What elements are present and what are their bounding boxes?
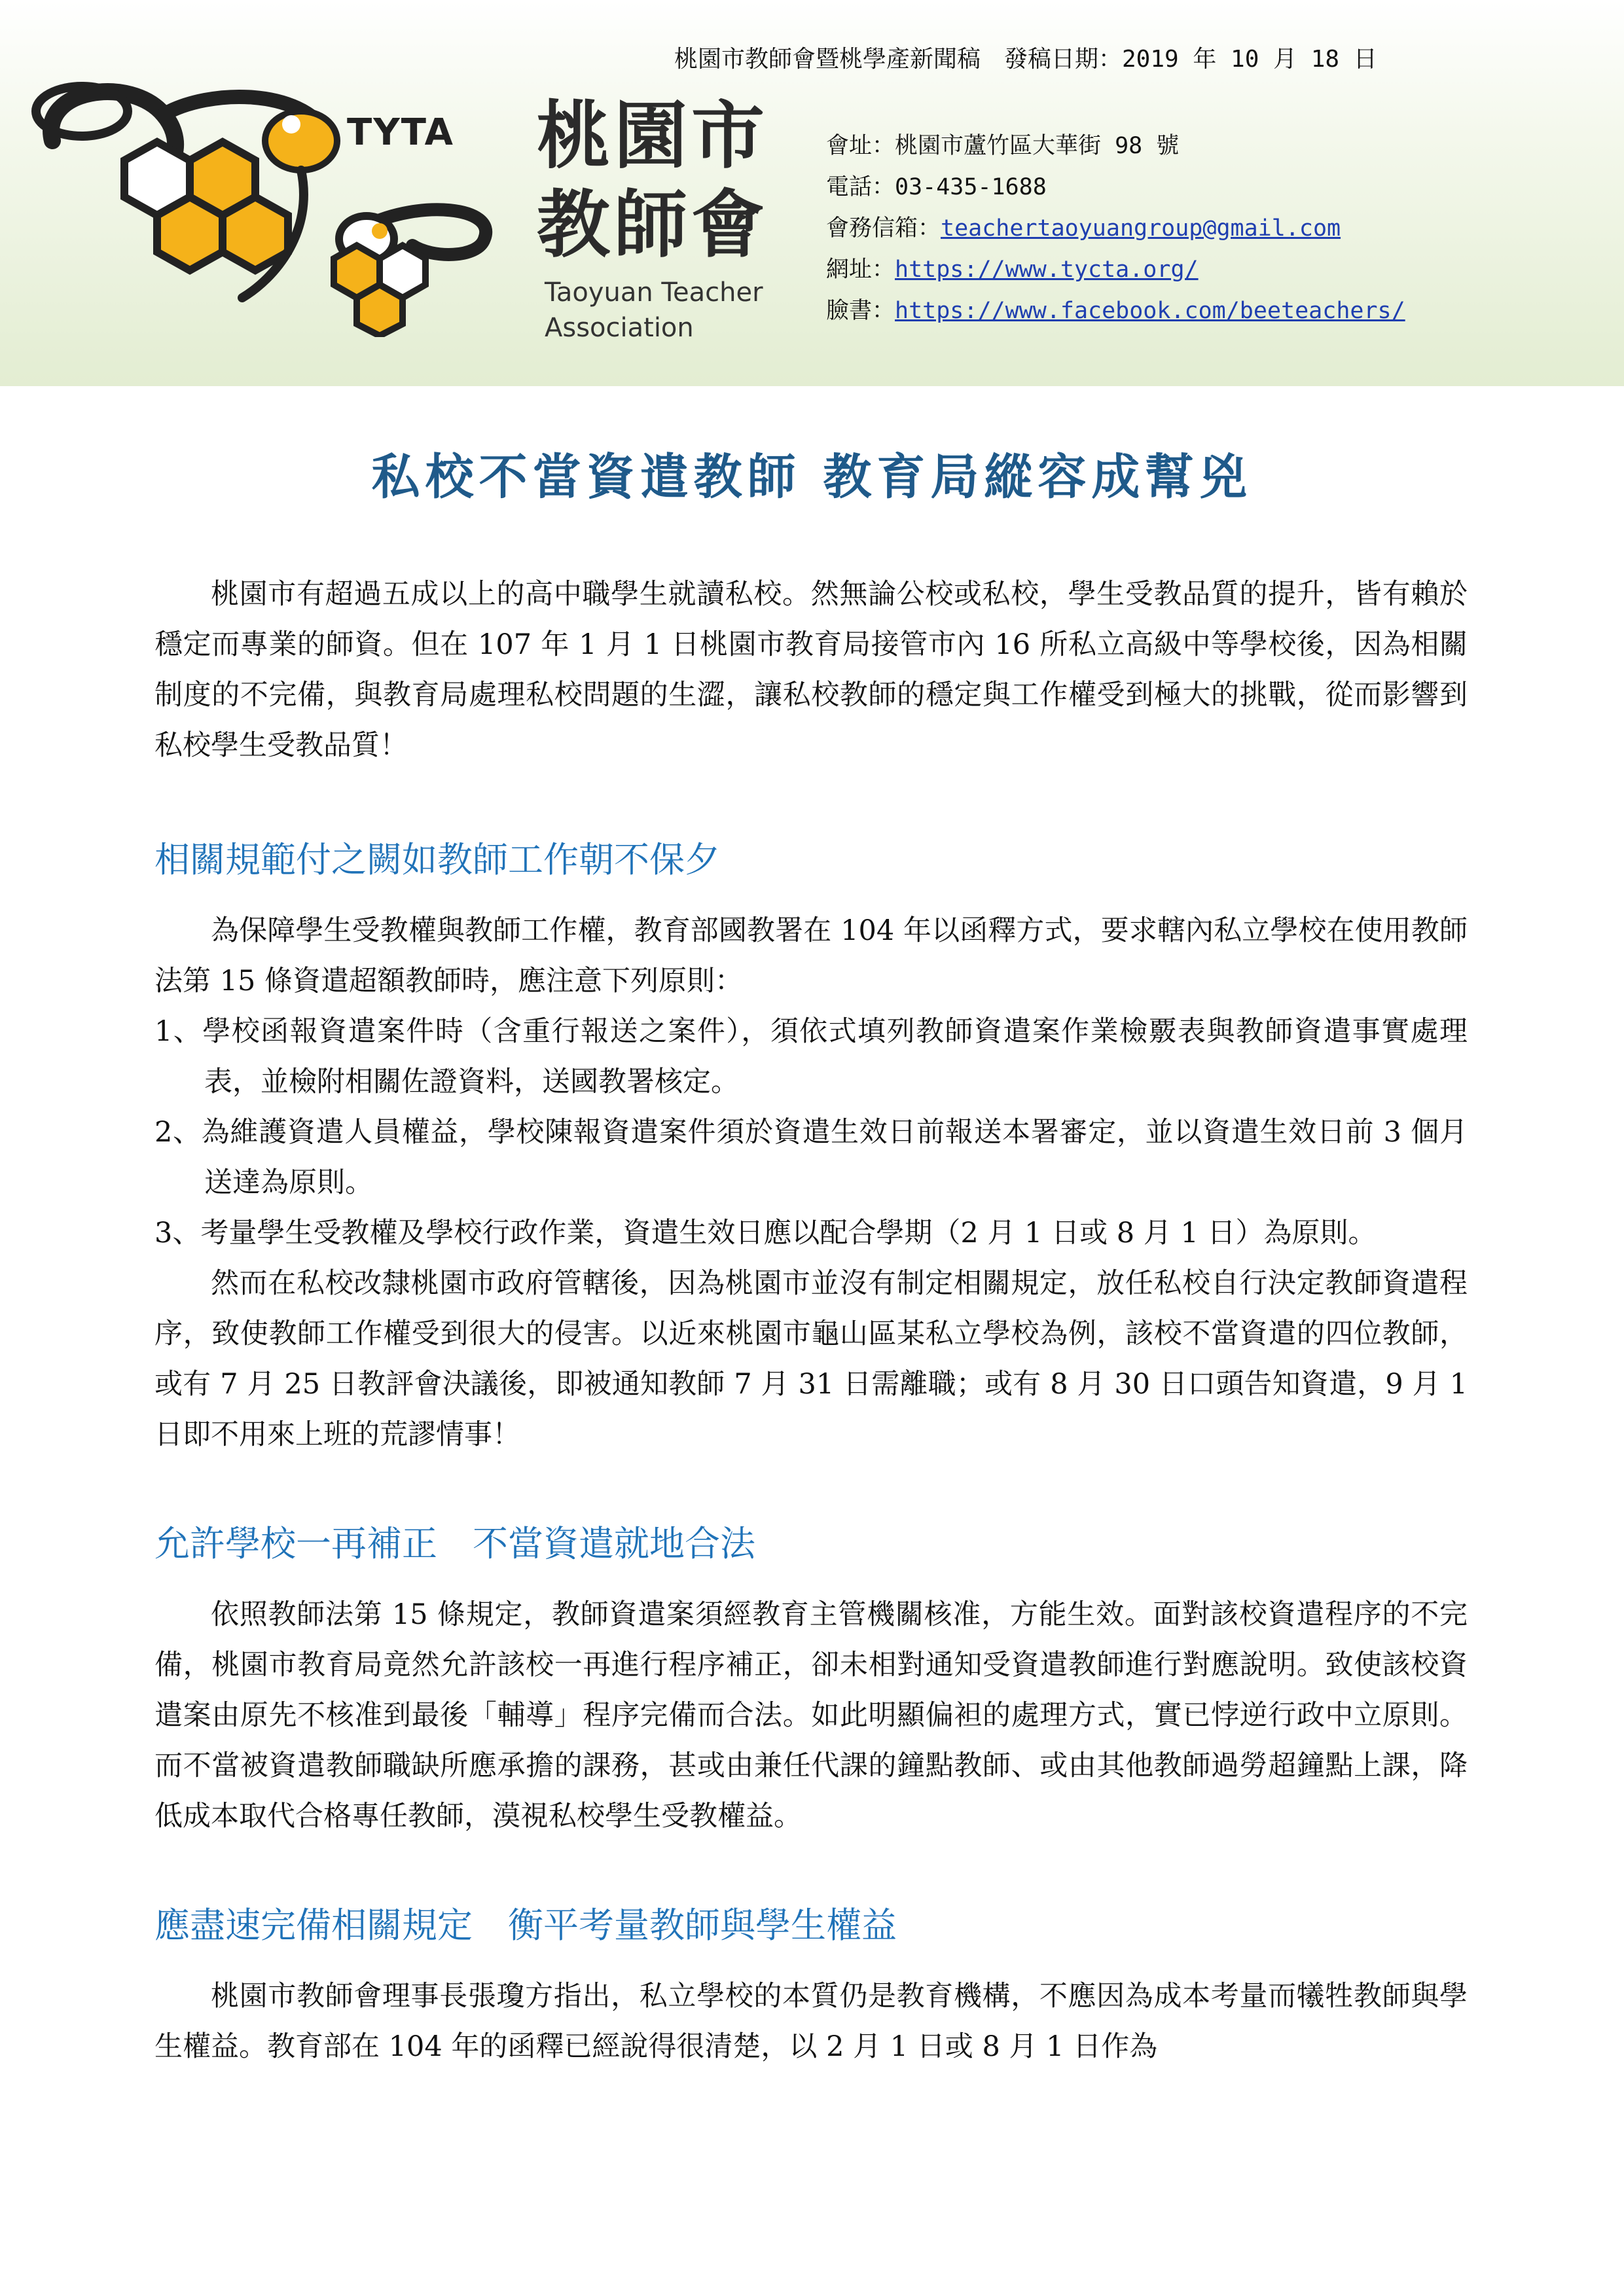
website-link[interactable]: https://www.tycta.org/ xyxy=(895,257,1199,283)
contact-phone xyxy=(826,167,1612,208)
contact-label: 網址： xyxy=(826,257,895,283)
org-name-english xyxy=(545,275,806,346)
org-name-chinese xyxy=(537,92,812,270)
contact-website xyxy=(826,249,1612,291)
intro-paragraph: 桃園市有超過五成以上的高中職學生就讀私校。然無論公校或私校，學生受教品質的提升，皆有賴於穩定而專業的師資。但在 107 年 1 月 1 日桃園市教育局接管市內 16 所私立高級中等學校後，因為相關制度的不完備，與教育局處理私校問題的生澀，讓私校教師的穩定與工作權受到極大的挑戰，從而影響到私校學生受教品質！ xyxy=(154,578,1468,762)
contact-label: 會務信箱： xyxy=(826,215,941,242)
list-item: 2、為維護資遣人員權益，學校陳報資遣案件須於資遣生效日前報送本署審定，並以資遣生效日前 3 個月送達為原則。 xyxy=(154,1116,1468,1199)
section2-paragraph-1: 依照教師法第 15 條規定，教師資遣案須經教育主管機關核准，方能生效。面對該校資遣程序的不完備，桃園市教育局竟然允許該校一再進行程序補正，卻未相對通知受資遣教師進行對應說明。致使該校資遣案由原先不核准到最後「輔導」程序完備而合法。如此明顯偏袒的處理方式，實已悖逆行政中立原則。而不當被資遣教師職缺所應承擔的課務，甚或由兼任代課的鐘點教師、或由其他教師過勞超鐘點上課，降低成本取代合格專任教師，漠視私校學生受教權益。 xyxy=(154,1598,1468,1833)
contact-address xyxy=(826,126,1612,167)
section3-paragraph-1: 桃園市教師會理事長張瓊方指出，私立學校的本質仍是教育機構，不應因為成本考量而犧牲教師與學生權益。教育部在 104 年的函釋已經說得很清楚，以 2 月 1 日或 8 月 1 日作為 xyxy=(154,1980,1468,2063)
list-item: 3、考量學生受教權及學校行政作業，資遣生效日應以配合學期（2 月 1 日或 8 月 1 日）為原則。 xyxy=(154,1217,1377,1249)
section1-paragraph-2: 然而在私校改隸桃園市政府管轄後，因為桃園市並沒有制定相關規定，放任私校自行決定教師資遣程序，致使教師工作權受到很大的侵害。以近來桃園市龜山區某私立學校為例，該校不當資遣的四位教師，或有 7 月 25 日教評會決議後，即被通知教師 7 月 31 日需離職；或有 8 月 30 日口頭告知資遣，9 月 1 日即不用來上班的荒謬情事！ xyxy=(154,1267,1468,1451)
article-body xyxy=(154,569,1468,2072)
contact-label: 臉書： xyxy=(826,298,895,324)
contact-value: 03-435-1688 xyxy=(895,174,1047,200)
logo-wordmark: TYTA xyxy=(347,111,454,154)
list-item: 1、學校函報資遣案件時（含重行報送之案件），須依式填列教師資遣案作業檢覈表與教師資遣事實處理表，並檢附相關佐證資料，送國教署核定。 xyxy=(154,1015,1468,1098)
org-name-cn-line2: 教師會 xyxy=(537,183,768,268)
article-title: 私校不當資遣教師 教育局縱容成幫兇 xyxy=(371,449,1253,505)
contact-label: 會址： xyxy=(826,133,895,159)
contact-info xyxy=(826,126,1612,332)
contact-email xyxy=(826,208,1612,249)
org-name-en-line2: Association xyxy=(545,313,694,343)
org-name-cn-line1: 桃園市 xyxy=(537,94,768,179)
contact-value: 桃園市蘆竹區大華街 98 號 xyxy=(895,133,1180,159)
facebook-link[interactable]: https://www.facebook.com/beeteachers/ xyxy=(895,298,1405,324)
email-link[interactable]: teachertaoyuangroup@gmail.com xyxy=(941,215,1341,242)
org-name-en-line1: Taoyuan Teacher xyxy=(545,278,763,308)
section1-paragraph-1: 為保障學生受教權與教師工作權，教育部國教署在 104 年以函釋方式，要求轄內私立學校在使用教師法第 15 條資遣超額教師時，應注意下列原則： xyxy=(154,914,1468,997)
contact-facebook xyxy=(826,291,1612,332)
contact-label: 電話： xyxy=(826,174,895,200)
press-release-line: 桃園市教師會暨桃學產新聞稿 發稿日期：2019 年 10 月 18 日 xyxy=(674,46,1377,73)
section-heading-1: 相關規範付之闕如教師工作朝不保夕 xyxy=(154,839,720,880)
section-heading-2: 允許學校一再補正 不當資遣就地合法 xyxy=(154,1523,755,1564)
section-heading-3: 應盡速完備相關規定 衡平考量教師與學生權益 xyxy=(154,1905,897,1946)
bee-honeycomb-logo-icon xyxy=(26,62,524,337)
